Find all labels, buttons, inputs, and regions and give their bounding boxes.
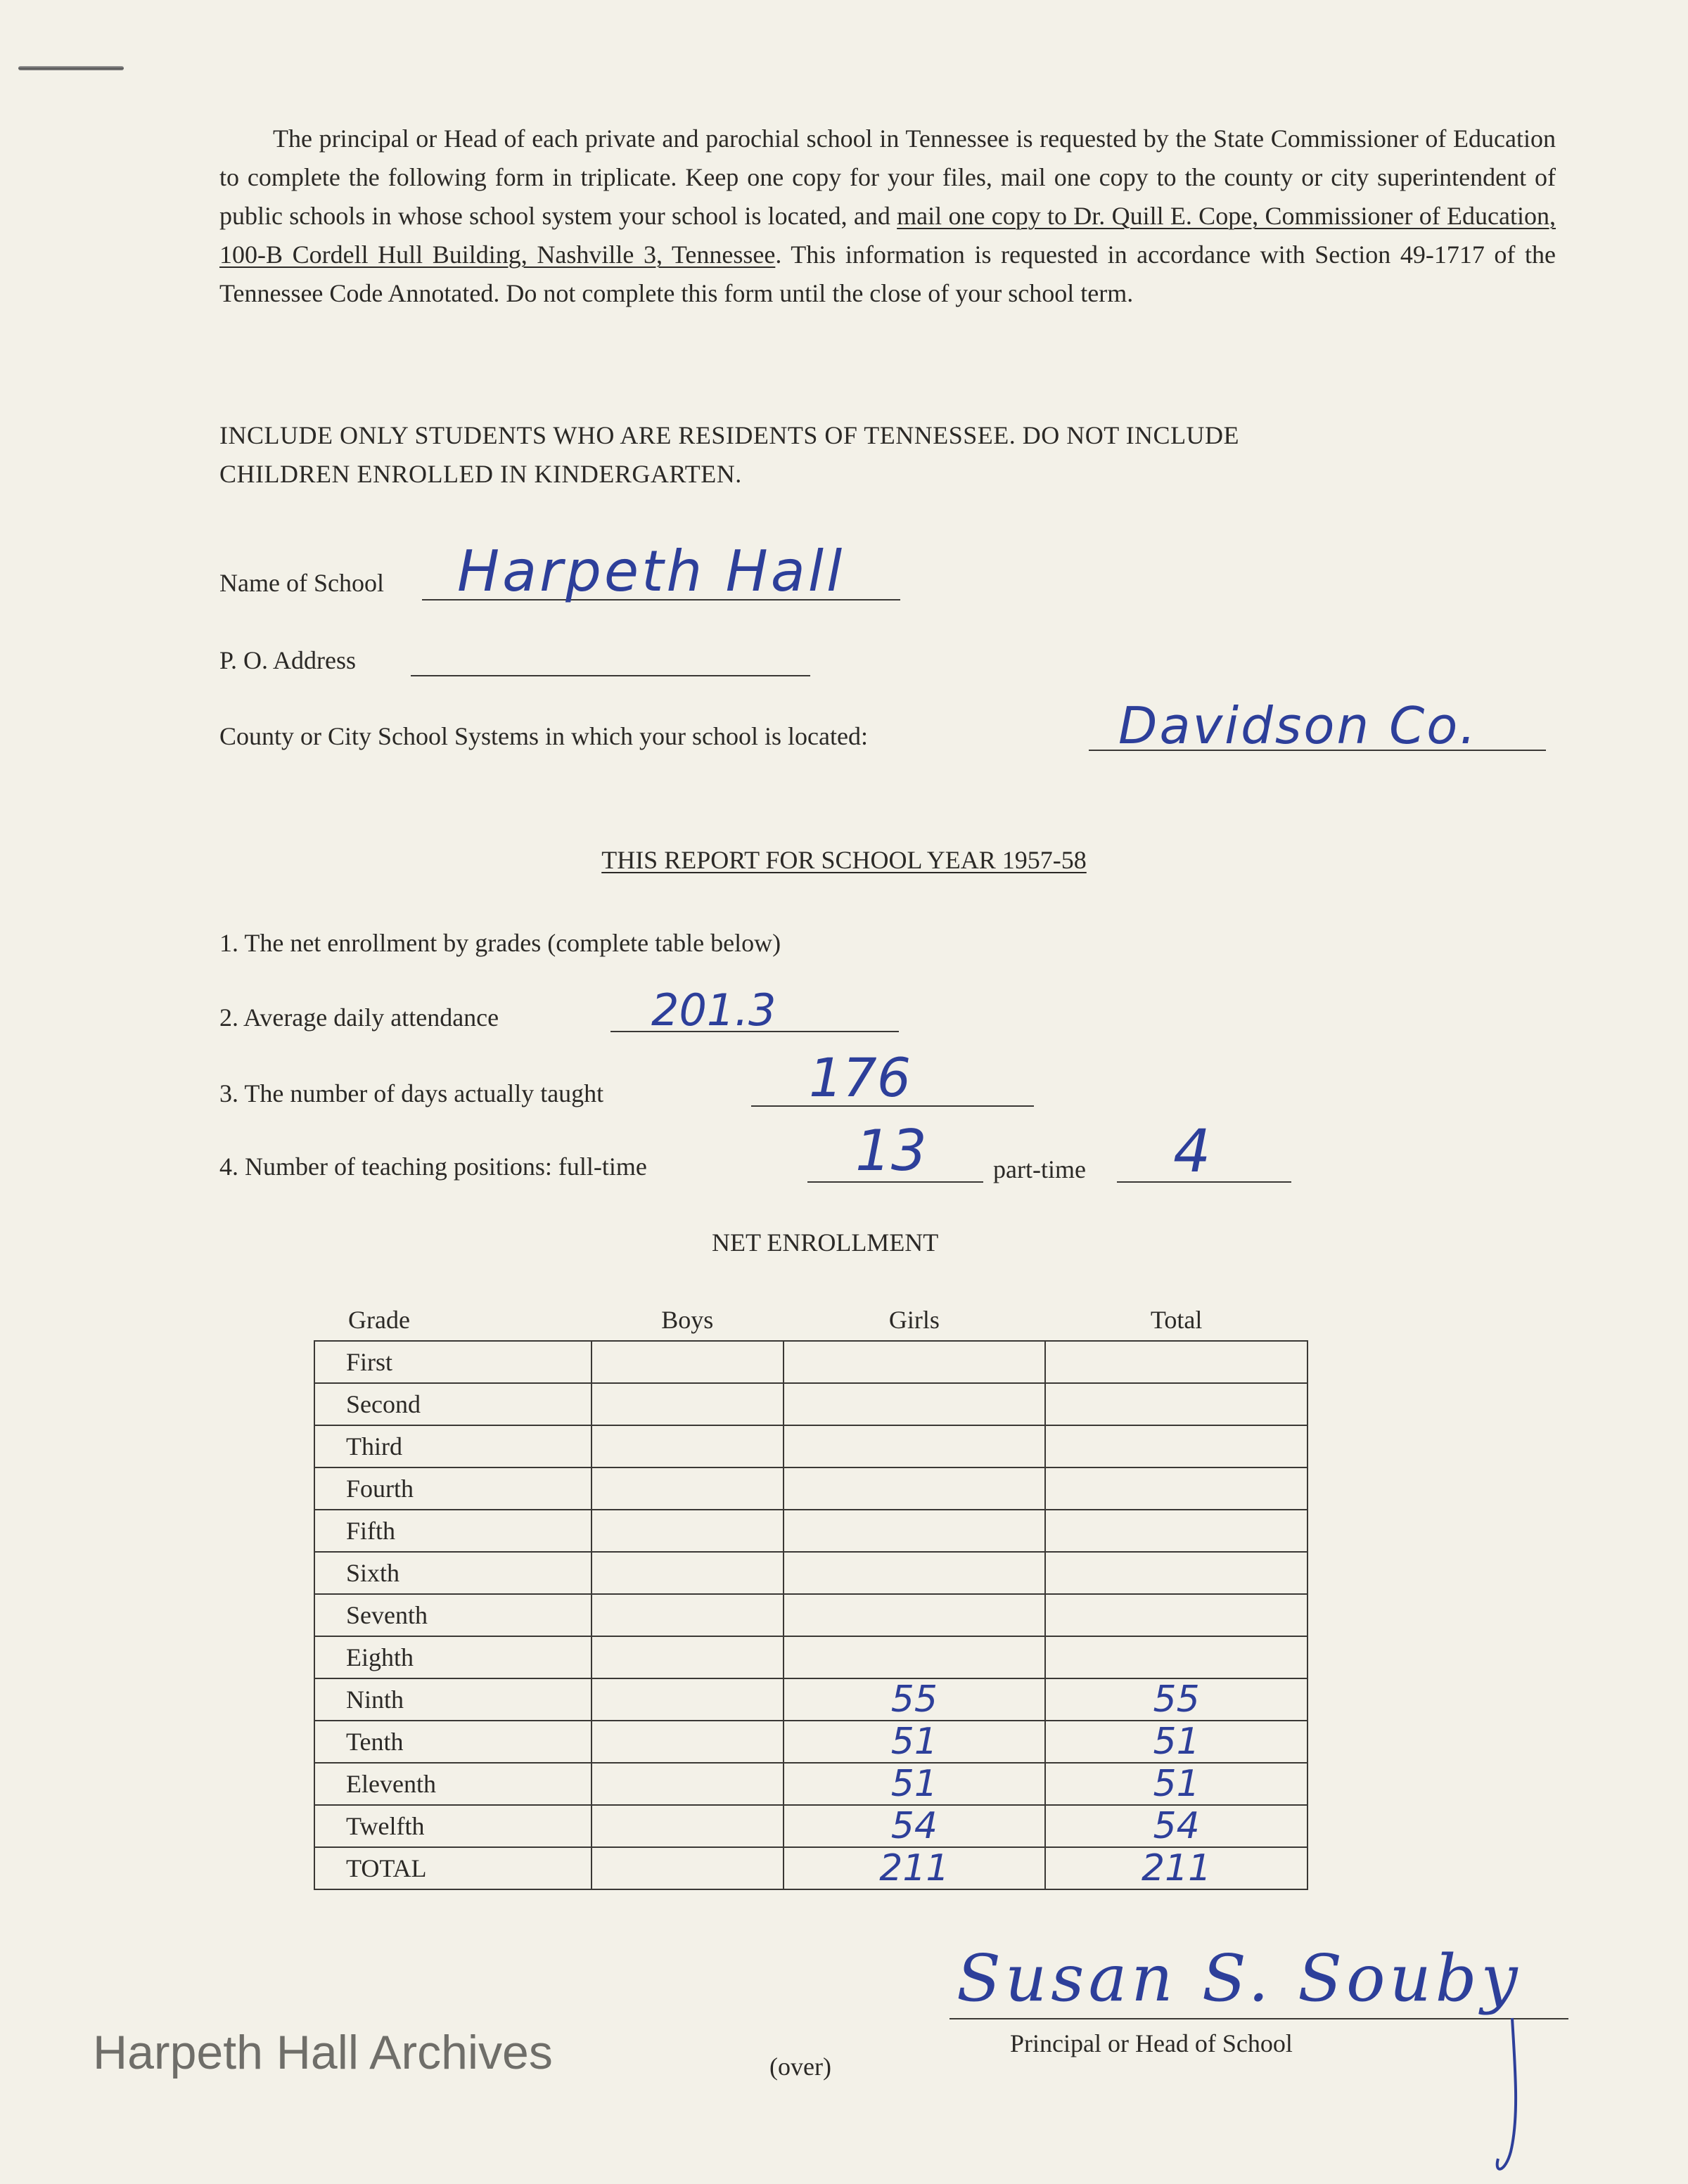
grade-cell: Seventh xyxy=(314,1594,592,1636)
enrollment-table xyxy=(314,1299,1308,1890)
item-4-label: 4. Number of teaching positions: full-time xyxy=(219,1152,647,1181)
staple-mark xyxy=(18,66,124,70)
total-cell[interactable]: 51 xyxy=(1045,1763,1307,1805)
header-total: Total xyxy=(1150,1306,1203,1334)
boys-cell[interactable] xyxy=(592,1636,784,1678)
archives-watermark: Harpeth Hall Archives xyxy=(93,2026,553,2079)
grade-cell: Tenth xyxy=(314,1721,592,1763)
enrollment-header-row xyxy=(314,1299,1307,1341)
po-address-line[interactable] xyxy=(411,675,810,676)
grade-cell: Second xyxy=(314,1383,592,1425)
signature-flourish xyxy=(1491,2011,1533,2180)
signature-line xyxy=(950,2018,1568,2019)
total-cell[interactable] xyxy=(1045,1467,1307,1510)
girls-cell[interactable] xyxy=(784,1425,1046,1467)
girls-cell[interactable] xyxy=(784,1552,1046,1594)
boys-cell[interactable] xyxy=(592,1721,784,1763)
header-girls: Girls xyxy=(888,1306,940,1334)
table-row xyxy=(314,1552,1307,1594)
header-boys: Boys xyxy=(661,1306,714,1334)
intro-text-1: The principal or Head of each private and parochial school in Tennessee is requested by the State Commissioner of Education to complete the following form in triplicate. Keep one copy for your files, mail one copy to the county or city superintendent of public schools in whose school system your school is located, and xyxy=(219,124,1556,230)
grade-cell: Third xyxy=(314,1425,592,1467)
boys-cell[interactable] xyxy=(592,1805,784,1847)
girls-cell[interactable] xyxy=(784,1383,1046,1425)
total-cell[interactable] xyxy=(1045,1552,1307,1594)
total-cell[interactable]: 55 xyxy=(1045,1678,1307,1721)
grade-cell: Eighth xyxy=(314,1636,592,1678)
girls-cell[interactable]: 211 xyxy=(784,1847,1046,1889)
po-address-label: P. O. Address xyxy=(219,646,357,674)
table-row xyxy=(314,1341,1307,1383)
boys-cell[interactable] xyxy=(592,1763,784,1805)
table-row xyxy=(314,1721,1307,1763)
instructions-line-1: INCLUDE ONLY STUDENTS WHO ARE RESIDENTS OF TENNESSEE. DO NOT INCLUDE xyxy=(219,421,1240,449)
report-year-text: THIS REPORT FOR SCHOOL YEAR 1957-58 xyxy=(601,846,1087,874)
item-1: 1. The net enrollment by grades (complete table below) xyxy=(219,929,781,957)
girls-cell[interactable]: 51 xyxy=(784,1721,1046,1763)
grade-cell: Ninth xyxy=(314,1678,592,1721)
item-3-label: 3. The number of days actually taught xyxy=(219,1079,604,1107)
girls-cell[interactable] xyxy=(784,1467,1046,1510)
instructions xyxy=(219,416,1556,494)
table-row xyxy=(314,1763,1307,1805)
girls-cell[interactable] xyxy=(784,1594,1046,1636)
girls-cell[interactable]: 51 xyxy=(784,1763,1046,1805)
boys-cell[interactable] xyxy=(592,1594,784,1636)
table-row xyxy=(314,1805,1307,1847)
principal-signature[interactable]: Susan S. Souby xyxy=(957,1941,1522,2016)
table-row xyxy=(314,1383,1307,1425)
part-time-value[interactable]: 4 xyxy=(1173,1117,1211,1186)
table-row xyxy=(314,1847,1307,1889)
full-time-value[interactable]: 13 xyxy=(855,1118,927,1183)
report-year-title xyxy=(0,845,1688,875)
boys-cell[interactable] xyxy=(592,1425,784,1467)
total-cell[interactable]: 211 xyxy=(1045,1847,1307,1889)
total-cell[interactable] xyxy=(1045,1636,1307,1678)
grade-cell: Sixth xyxy=(314,1552,592,1594)
county-value[interactable]: Davidson Co. xyxy=(1118,696,1478,755)
intro-text-3: . This information is requested in accordance with Section 49-1717 of the Tennessee Code Annotated. Do not complete this form until the close of your school term. xyxy=(219,240,1556,307)
intro-text-underlined: mail one copy to Dr. Quill E. Cope, Commissioner of Education, 100-B Cordell Hull Building, Nashville 3, Tennessee xyxy=(219,202,1556,269)
table-row xyxy=(314,1594,1307,1636)
item-2-label: 2. Average daily attendance xyxy=(219,1003,499,1032)
total-cell[interactable] xyxy=(1045,1425,1307,1467)
total-cell[interactable]: 54 xyxy=(1045,1805,1307,1847)
average-attendance-value[interactable]: 201.3 xyxy=(651,984,776,1036)
girls-cell[interactable]: 54 xyxy=(784,1805,1046,1847)
school-name-label: Name of School xyxy=(219,569,384,597)
instructions-line-2: CHILDREN ENROLLED IN KINDERGARTEN. xyxy=(219,460,742,488)
boys-cell[interactable] xyxy=(592,1552,784,1594)
part-time-label: part-time xyxy=(993,1155,1086,1183)
principal-label: Principal or Head of School xyxy=(1010,2029,1293,2057)
girls-cell[interactable] xyxy=(784,1510,1046,1552)
girls-cell[interactable] xyxy=(784,1636,1046,1678)
days-taught-value[interactable]: 176 xyxy=(809,1046,912,1109)
table-row xyxy=(314,1636,1307,1678)
total-cell[interactable] xyxy=(1045,1510,1307,1552)
total-cell[interactable]: 51 xyxy=(1045,1721,1307,1763)
grade-cell: Eleventh xyxy=(314,1763,592,1805)
boys-cell[interactable] xyxy=(592,1678,784,1721)
table-row xyxy=(314,1678,1307,1721)
table-row xyxy=(314,1425,1307,1467)
total-cell[interactable] xyxy=(1045,1341,1307,1383)
table-row xyxy=(314,1510,1307,1552)
header-grade: Grade xyxy=(348,1306,410,1334)
girls-cell[interactable] xyxy=(784,1341,1046,1383)
boys-cell[interactable] xyxy=(592,1847,784,1889)
grade-cell: Fourth xyxy=(314,1467,592,1510)
boys-cell[interactable] xyxy=(592,1467,784,1510)
boys-cell[interactable] xyxy=(592,1383,784,1425)
net-enrollment-title: NET ENROLLMENT xyxy=(712,1228,939,1257)
grade-cell: TOTAL xyxy=(314,1847,592,1889)
grade-cell: Twelfth xyxy=(314,1805,592,1847)
intro-paragraph xyxy=(219,120,1556,313)
grade-cell: First xyxy=(314,1341,592,1383)
boys-cell[interactable] xyxy=(592,1510,784,1552)
girls-cell[interactable]: 55 xyxy=(784,1678,1046,1721)
county-label: County or City School Systems in which your school is located: xyxy=(219,722,868,750)
grade-cell: Fifth xyxy=(314,1510,592,1552)
boys-cell[interactable] xyxy=(592,1341,784,1383)
total-cell[interactable] xyxy=(1045,1594,1307,1636)
over-note: (over) xyxy=(769,2053,831,2081)
total-cell[interactable] xyxy=(1045,1383,1307,1425)
school-name-value[interactable]: Harpeth Hall xyxy=(457,539,845,604)
table-row xyxy=(314,1467,1307,1510)
